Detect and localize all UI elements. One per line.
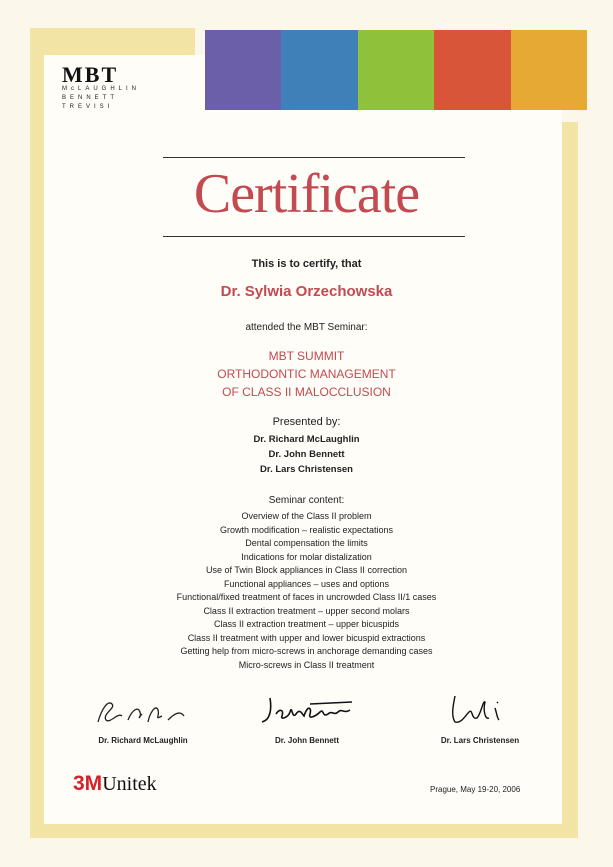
signature-mclaughlin (88, 690, 198, 730)
certify-text: This is to certify, that (251, 258, 362, 270)
content-item: Class II treatment with upper and lower bicuspid extractions (187, 632, 426, 643)
content-item: Class II extraction treatment – upper second molars (203, 605, 410, 616)
content-item: Functional/fixed treatment of faces in uncrowded Class II/1 cases (176, 592, 437, 602)
place-date: Prague, May 19-20, 2006 (430, 785, 521, 794)
title-rule-top (163, 157, 465, 158)
signature-name: Dr. Lars Christensen (440, 736, 520, 745)
brand-3m: 3M (73, 772, 103, 795)
signature-christensen (425, 690, 535, 730)
content-item: Class II extraction treatment – upper bicuspids (213, 619, 400, 629)
title-rule-bottom (163, 236, 465, 237)
recipient-name: Dr. Sylwia Orzechowska (220, 283, 393, 300)
content-item: Getting help from micro-screws in anchorage demanding cases (180, 646, 433, 656)
content-item: Functional appliances – uses and options (223, 578, 390, 589)
signature-block-mclaughlin (58, 690, 228, 745)
banner-panel (511, 30, 587, 110)
presenter: Dr. Richard McLaughlin (253, 434, 360, 445)
banner-panel (281, 30, 357, 110)
presenter: Dr. Lars Christensen (260, 464, 353, 475)
frame-bar-top (30, 28, 195, 55)
content-item: Overview of the Class II problem (241, 511, 372, 521)
seminar-title-line: MBT SUMMIT (268, 349, 345, 363)
signature-block-christensen (395, 690, 565, 745)
signature-name: Dr. John Bennett (274, 736, 339, 745)
mbt-logo (62, 62, 162, 112)
certificate-title: Certificate (193, 163, 420, 225)
brand-logo (73, 772, 157, 796)
logo-sub-line: McLAUGHLIN (62, 86, 141, 92)
presenter-list (0, 432, 613, 477)
content-list (0, 510, 613, 672)
seminar-title (0, 347, 613, 401)
content-item: Micro-screws in Class II treatment (238, 659, 375, 670)
banner-panel (205, 30, 281, 110)
presenter: Dr. John Bennett (268, 449, 345, 460)
seminar-title-line: ORTHODONTIC MANAGEMENT (217, 367, 396, 381)
brand-unitek: Unitek (102, 773, 157, 795)
content-item: Use of Twin Block appliances in Class II correction (206, 565, 407, 575)
signature-bennett (252, 690, 362, 730)
attended-text: attended the MBT Seminar: (245, 322, 368, 333)
presented-label: Presented by: (272, 416, 341, 428)
content-item: Indications for molar distalization (241, 551, 372, 562)
logo-sub-line: TREVISI (62, 104, 114, 110)
signature-block-bennett (222, 690, 392, 745)
banner-panel (434, 30, 510, 110)
content-item: Growth modification – realistic expectations (219, 524, 394, 535)
header-banner (205, 30, 587, 110)
content-label: Seminar content: (268, 495, 345, 506)
banner-panel (358, 30, 434, 110)
signature-name: Dr. Richard McLaughlin (98, 736, 188, 745)
logo-main: MBT (62, 62, 119, 87)
logo-sub-line: BENNETT (62, 95, 119, 101)
content-item: Dental compensation the limits (245, 538, 368, 548)
seminar-title-line: OF CLASS II MALOCCLUSION (222, 385, 391, 399)
frame-bar-bottom (30, 824, 578, 838)
